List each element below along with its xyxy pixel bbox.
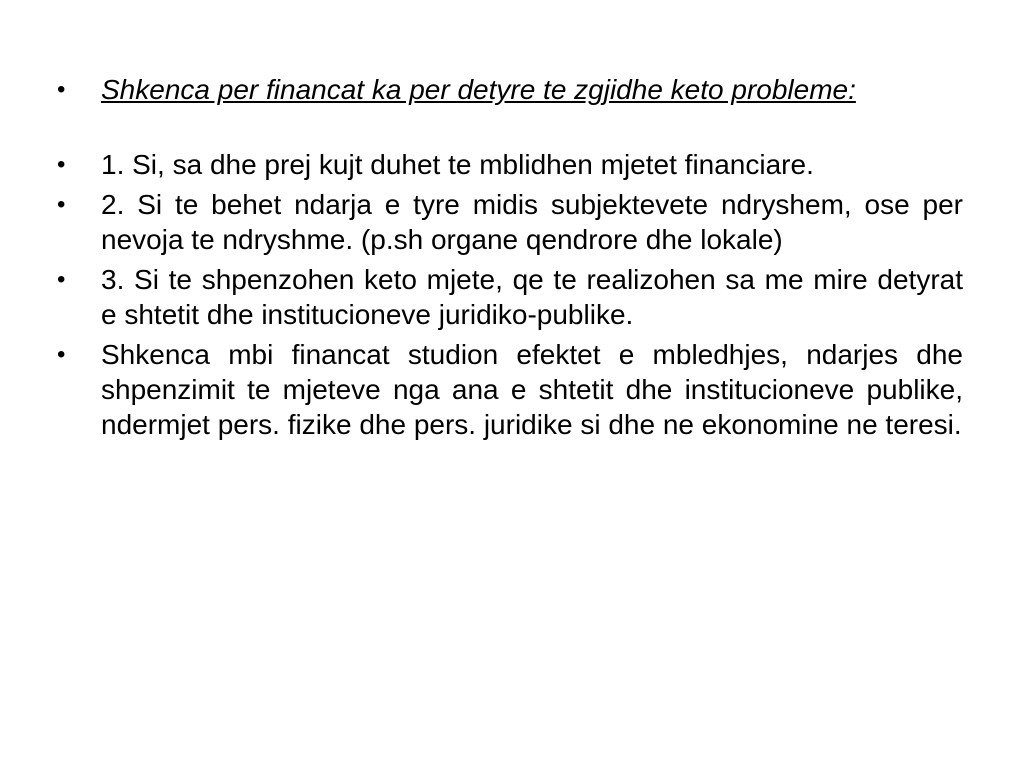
bullet-text: Shkenca mbi financat studion efektet e mbledhjes, ndarjes dhe shpenzimit te mjeteve nga ana e shtetit dhe institucioneve publike, ndermjet pers. fizike dhe pers. juridike si dhe ne ekonomine ne teresi. <box>101 339 963 440</box>
bullet-item-4 <box>57 337 963 442</box>
bullet-text: 1. Si, sa dhe prej kujt duhet te mblidhen mjetet financiare. <box>101 149 814 180</box>
bullet-icon: • <box>57 266 66 293</box>
bullet-text: 3. Si te shpenzohen keto mjete, qe te realizohen sa me mire detyrat e shtetit dhe institucioneve juridiko-publike. <box>101 264 963 330</box>
bullet-list <box>57 72 963 447</box>
bullet-icon: • <box>57 76 66 103</box>
bullet-text: 2. Si te behet ndarja e tyre midis subjektevete ndryshem, ose per nevoja te ndryshme. (p.sh organe qendrore dhe lokale) <box>101 189 963 255</box>
bullet-item-1 <box>57 147 963 182</box>
bullet-icon: • <box>57 151 66 178</box>
bullet-item-2 <box>57 187 963 257</box>
intro-heading: Shkenca per financat ka per detyre te zgjidhe keto probleme: <box>101 74 856 105</box>
bullet-item-intro <box>57 72 963 107</box>
bullet-icon: • <box>57 341 66 368</box>
bullet-item-3 <box>57 262 963 332</box>
bullet-icon: • <box>57 191 66 218</box>
